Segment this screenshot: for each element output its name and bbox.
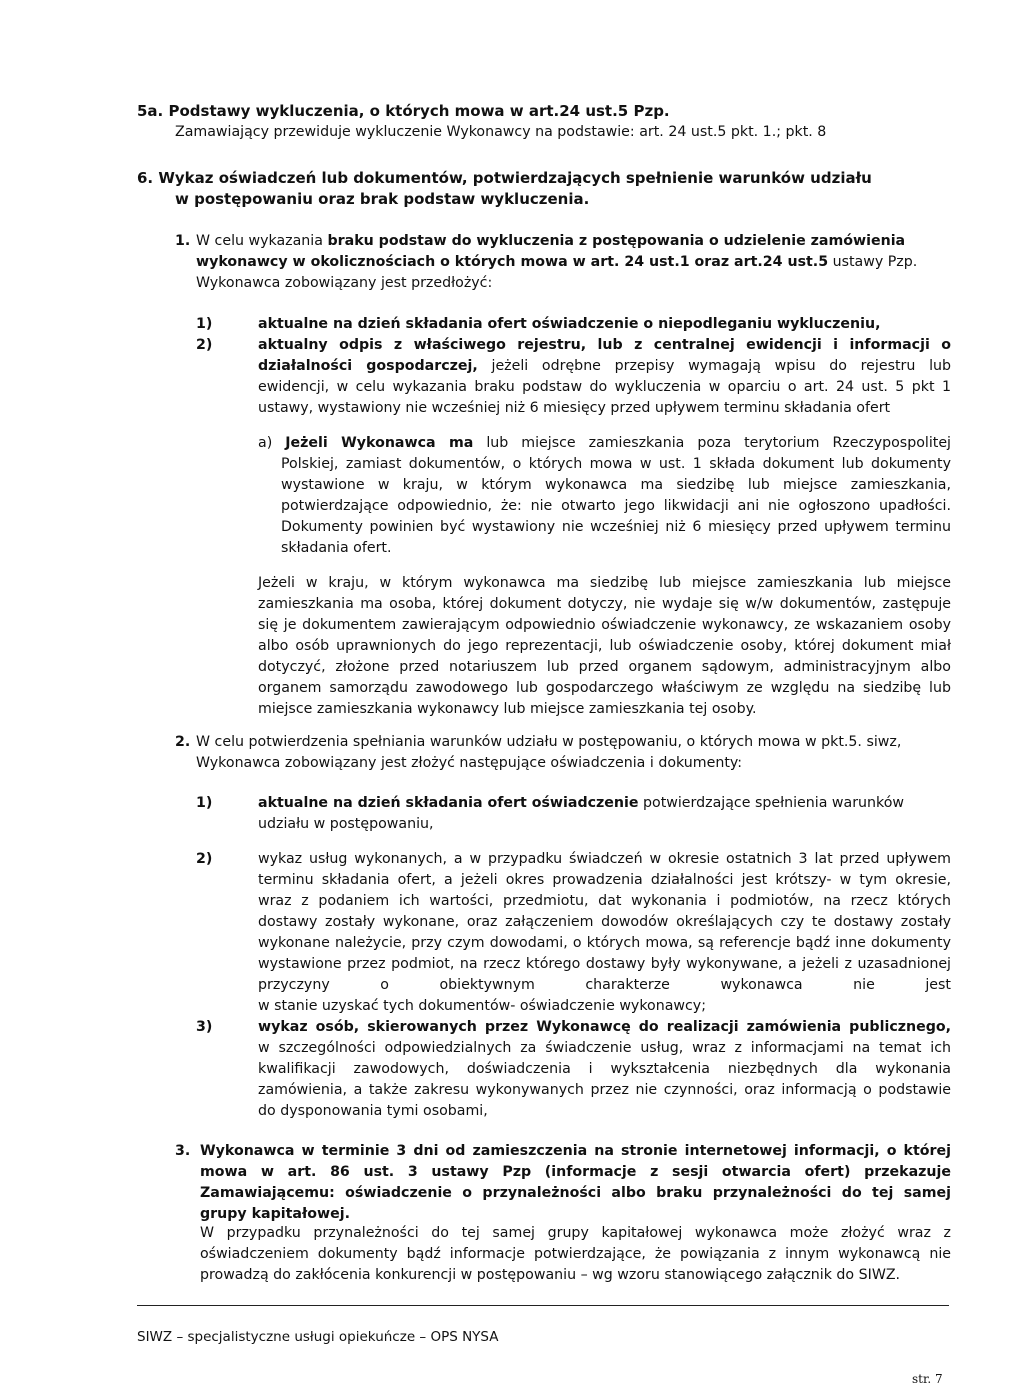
point-1-line3: Wykonawca zobowiązany jest przedłożyć: bbox=[196, 275, 493, 291]
point-1-line2-bold: wykonawcy w okolicznościach o których mowa w art. 24 ust.1 oraz art.24 ust.5 bbox=[196, 254, 829, 270]
p1-jezeli-line7: miejsce zamieszkania wykonawcy lub miejsce zamieszkania tej osoby. bbox=[258, 701, 757, 717]
p2-item1-line1 bbox=[258, 793, 904, 813]
p2-item2-line2: terminu składania ofert, a jeżeli okres prowadzenia działalności jest krótszy- w tym okresie, bbox=[258, 872, 951, 888]
p1-jezeli-line2: zamieszkania ma osoba, której dokument dotyczy, nie wydaje się w/w dokumentów, zastępuje bbox=[258, 596, 951, 612]
p1-a-line4: potwierdzające odpowiednio, że: nie otwarto jego likwidacji ani nie ogłoszono upadłości. bbox=[281, 498, 951, 514]
p1-item2-line2-bold: działalności gospodarczej, bbox=[258, 358, 478, 374]
point-3-line5: W przypadku przynależności do tej samej grupy kapitałowej wykonawca może złożyć wraz z bbox=[200, 1225, 951, 1241]
point-3-line2: mowa w art. 86 ust. 3 ustawy Pzp (informacje z sesji otwarcia ofert) przekazuje bbox=[200, 1164, 951, 1180]
p2-item2-number: 2) bbox=[196, 851, 213, 867]
p2-item2-line5: wykonane należycie, przy czym dowodami, o których mowa, są referencje bądź inne dokumenty bbox=[258, 935, 951, 951]
point-3-line7: prowadzą do zakłócenia konkurencji w postępowaniu – wg wzoru stanowiącego załącznik do SIWZ. bbox=[200, 1267, 901, 1283]
p1-item1-number: 1) bbox=[196, 316, 213, 332]
point-1-line1-regular: W celu wykazania bbox=[196, 233, 323, 249]
p1-a-line1-bold: Jeżeli Wykonawca ma bbox=[285, 435, 474, 451]
p1-item2-line2 bbox=[258, 356, 951, 376]
p1-a-line2: Polskiej, zamiast dokumentów, o których mowa w ust. 1 składa dokument lub dokumenty bbox=[281, 456, 951, 472]
p1-jezeli-line1: Jeżeli w kraju, w którym wykonawca ma siedzibę lub miejsce zamieszkania lub miejsce bbox=[258, 575, 951, 591]
footer-doc-title: SIWZ – specjalistyczne usługi opiekuńcze – OPS NYSA bbox=[137, 1329, 499, 1345]
point-3-line4: grupy kapitałowej. bbox=[200, 1206, 350, 1222]
p2-item2-line3: wraz z podaniem ich wartości, przedmiotu, dat wykonania i podmiotów, na rzecz których bbox=[258, 893, 951, 909]
p2-item1-line1-regular: potwierdzające spełnienia warunków bbox=[643, 795, 905, 811]
footer-page-number: str. 7 bbox=[912, 1372, 943, 1386]
p1-a-line5: Dokumenty powinien być wystawiony nie wcześniej niż 6 miesięcy przed upływem terminu bbox=[281, 519, 951, 535]
p1-item2-number: 2) bbox=[196, 337, 213, 353]
point-3-line3: Zamawiającemu: oświadczenie o przynależności albo braku przynależności do tej samej bbox=[200, 1185, 951, 1201]
p1-jezeli-line6: organem samorządu zawodowego lub gospodarczego właściwym ze względu na siedzibę lub bbox=[258, 680, 951, 696]
section-5a-text: Zamawiający przewiduje wykluczenie Wykonawcy na podstawie: art. 24 ust.5 pkt. 1.; pkt. 8 bbox=[175, 124, 827, 140]
p2-item1-line2: udziału w postępowaniu, bbox=[258, 816, 434, 832]
p2-item2-line7: przyczyny o obiektywnym charakterze wykonawca nie jest bbox=[258, 977, 951, 993]
point-2-line2: Wykonawca zobowiązany jest złożyć następujące oświadczenia i dokumenty: bbox=[196, 755, 743, 771]
point-1-number: 1. bbox=[175, 233, 191, 249]
p2-item3-number: 3) bbox=[196, 1019, 213, 1035]
p2-item3-line4: zamówienia, a także zakresu wykonywanych przez nie czynności, oraz informacją o podstawie bbox=[258, 1082, 951, 1098]
p2-item2-line8: w stanie uzyskać tych dokumentów- oświadczenie wykonawcy; bbox=[258, 998, 706, 1014]
p2-item1-line1-bold: aktualne na dzień składania ofert oświadczenie bbox=[258, 795, 639, 811]
p1-item2-line2-regular: jeżeli odrębne przepisy wymagają wpisu do rejestru lub bbox=[491, 358, 952, 374]
p1-a-line1 bbox=[258, 433, 951, 453]
point-1-line1-bold: braku podstaw do wykluczenia z postępowania o udzielenie zamówienia bbox=[327, 233, 906, 249]
point-1-line2-regular: ustawy Pzp. bbox=[832, 254, 918, 270]
point-1-line2 bbox=[196, 252, 917, 272]
p1-jezeli-line3: się je dokumentem zawierającym odpowiednio oświadczenie wykonawcy, ze wskazaniem osoby bbox=[258, 617, 951, 633]
p2-item2-line1: wykaz usług wykonanych, a w przypadku świadczeń w okresie ostatnich 3 lat przed upływem bbox=[258, 851, 951, 867]
p1-item2-line3: ewidencji, w celu wykazania braku podstaw do wykluczenia w oparciu o art. 24 ust. 5 pkt 1 bbox=[258, 379, 951, 395]
footer-divider bbox=[137, 1305, 949, 1306]
point-3-line1: Wykonawca w terminie 3 dni od zamieszczenia na stronie internetowej informacji, o której bbox=[200, 1143, 951, 1159]
p1-jezeli-line5: dotyczyć, złożone przed notariuszem lub przed organem sądowym, administracyjnym albo bbox=[258, 659, 951, 675]
point-3-number: 3. bbox=[175, 1143, 191, 1159]
p2-item3-line2: w szczególności odpowiedzialnych za świadczenie usług, wraz z informacjami na temat ich bbox=[258, 1040, 951, 1056]
p2-item2-line6: wystawione przez podmiot, na rzecz którego dostawy były wykonywane, a jeżeli z uzasadnionej bbox=[258, 956, 951, 972]
point-1-line1 bbox=[196, 231, 905, 251]
p1-item2-line1: aktualny odpis z właściwego rejestru, lub z centralnej ewidencji i informacji o bbox=[258, 337, 951, 353]
point-2-number: 2. bbox=[175, 734, 191, 750]
p2-item3-line5: do dysponowania tymi osobami, bbox=[258, 1103, 488, 1119]
p1-a-letter: a) bbox=[258, 435, 273, 451]
p1-item1-text: aktualne na dzień składania ofert oświadczenie o niepodleganiu wykluczeniu, bbox=[258, 316, 881, 332]
point-3-line6: oświadczeniem dokumenty bądź informacje potwierdzające, że powiązania z innym wykonawcą nie bbox=[200, 1246, 951, 1262]
p1-a-line6: składania ofert. bbox=[281, 540, 392, 556]
p2-item3-line3: kwalifikacji zawodowych, doświadczenia i wykształcenia niezbędnych dla wykonania bbox=[258, 1061, 951, 1077]
p1-jezeli-line4: albo osób uprawnionych do jego reprezentacji, lub oświadczenie osoby, której dokument miał bbox=[258, 638, 951, 654]
p2-item1-number: 1) bbox=[196, 795, 213, 811]
p1-item2-line4: ustawy, wystawiony nie wcześniej niż 6 miesięcy przed upływem terminu składania ofert bbox=[258, 400, 891, 416]
p1-a-line3: wystawione w kraju, w którym wykonawca ma siedzibę lub miejsce zamieszkania, bbox=[281, 477, 951, 493]
p1-a-line1-regular: lub miejsce zamieszkania poza terytorium Rzeczypospolitej bbox=[486, 435, 951, 451]
p2-item2-line4: dostawy zostały wykonane, oraz załączeniem dowodów określających czy te dostawy zostały bbox=[258, 914, 951, 930]
p2-item3-line1: wykaz osób, skierowanych przez Wykonawcę do realizacji zamówienia publicznego, bbox=[258, 1019, 951, 1035]
section-5a-heading: 5a. Podstawy wykluczenia, o których mowa w art.24 ust.5 Pzp. bbox=[137, 102, 670, 120]
section-6-heading-line1: 6. Wykaz oświadczeń lub dokumentów, potwierdzających spełnienie warunków udziału bbox=[137, 169, 872, 187]
point-2-line1: W celu potwierdzenia spełniania warunków udziału w postępowaniu, o których mowa w pkt.5. siwz, bbox=[196, 734, 902, 750]
section-6-heading-line2: w postępowaniu oraz brak podstaw wykluczenia. bbox=[175, 190, 590, 208]
